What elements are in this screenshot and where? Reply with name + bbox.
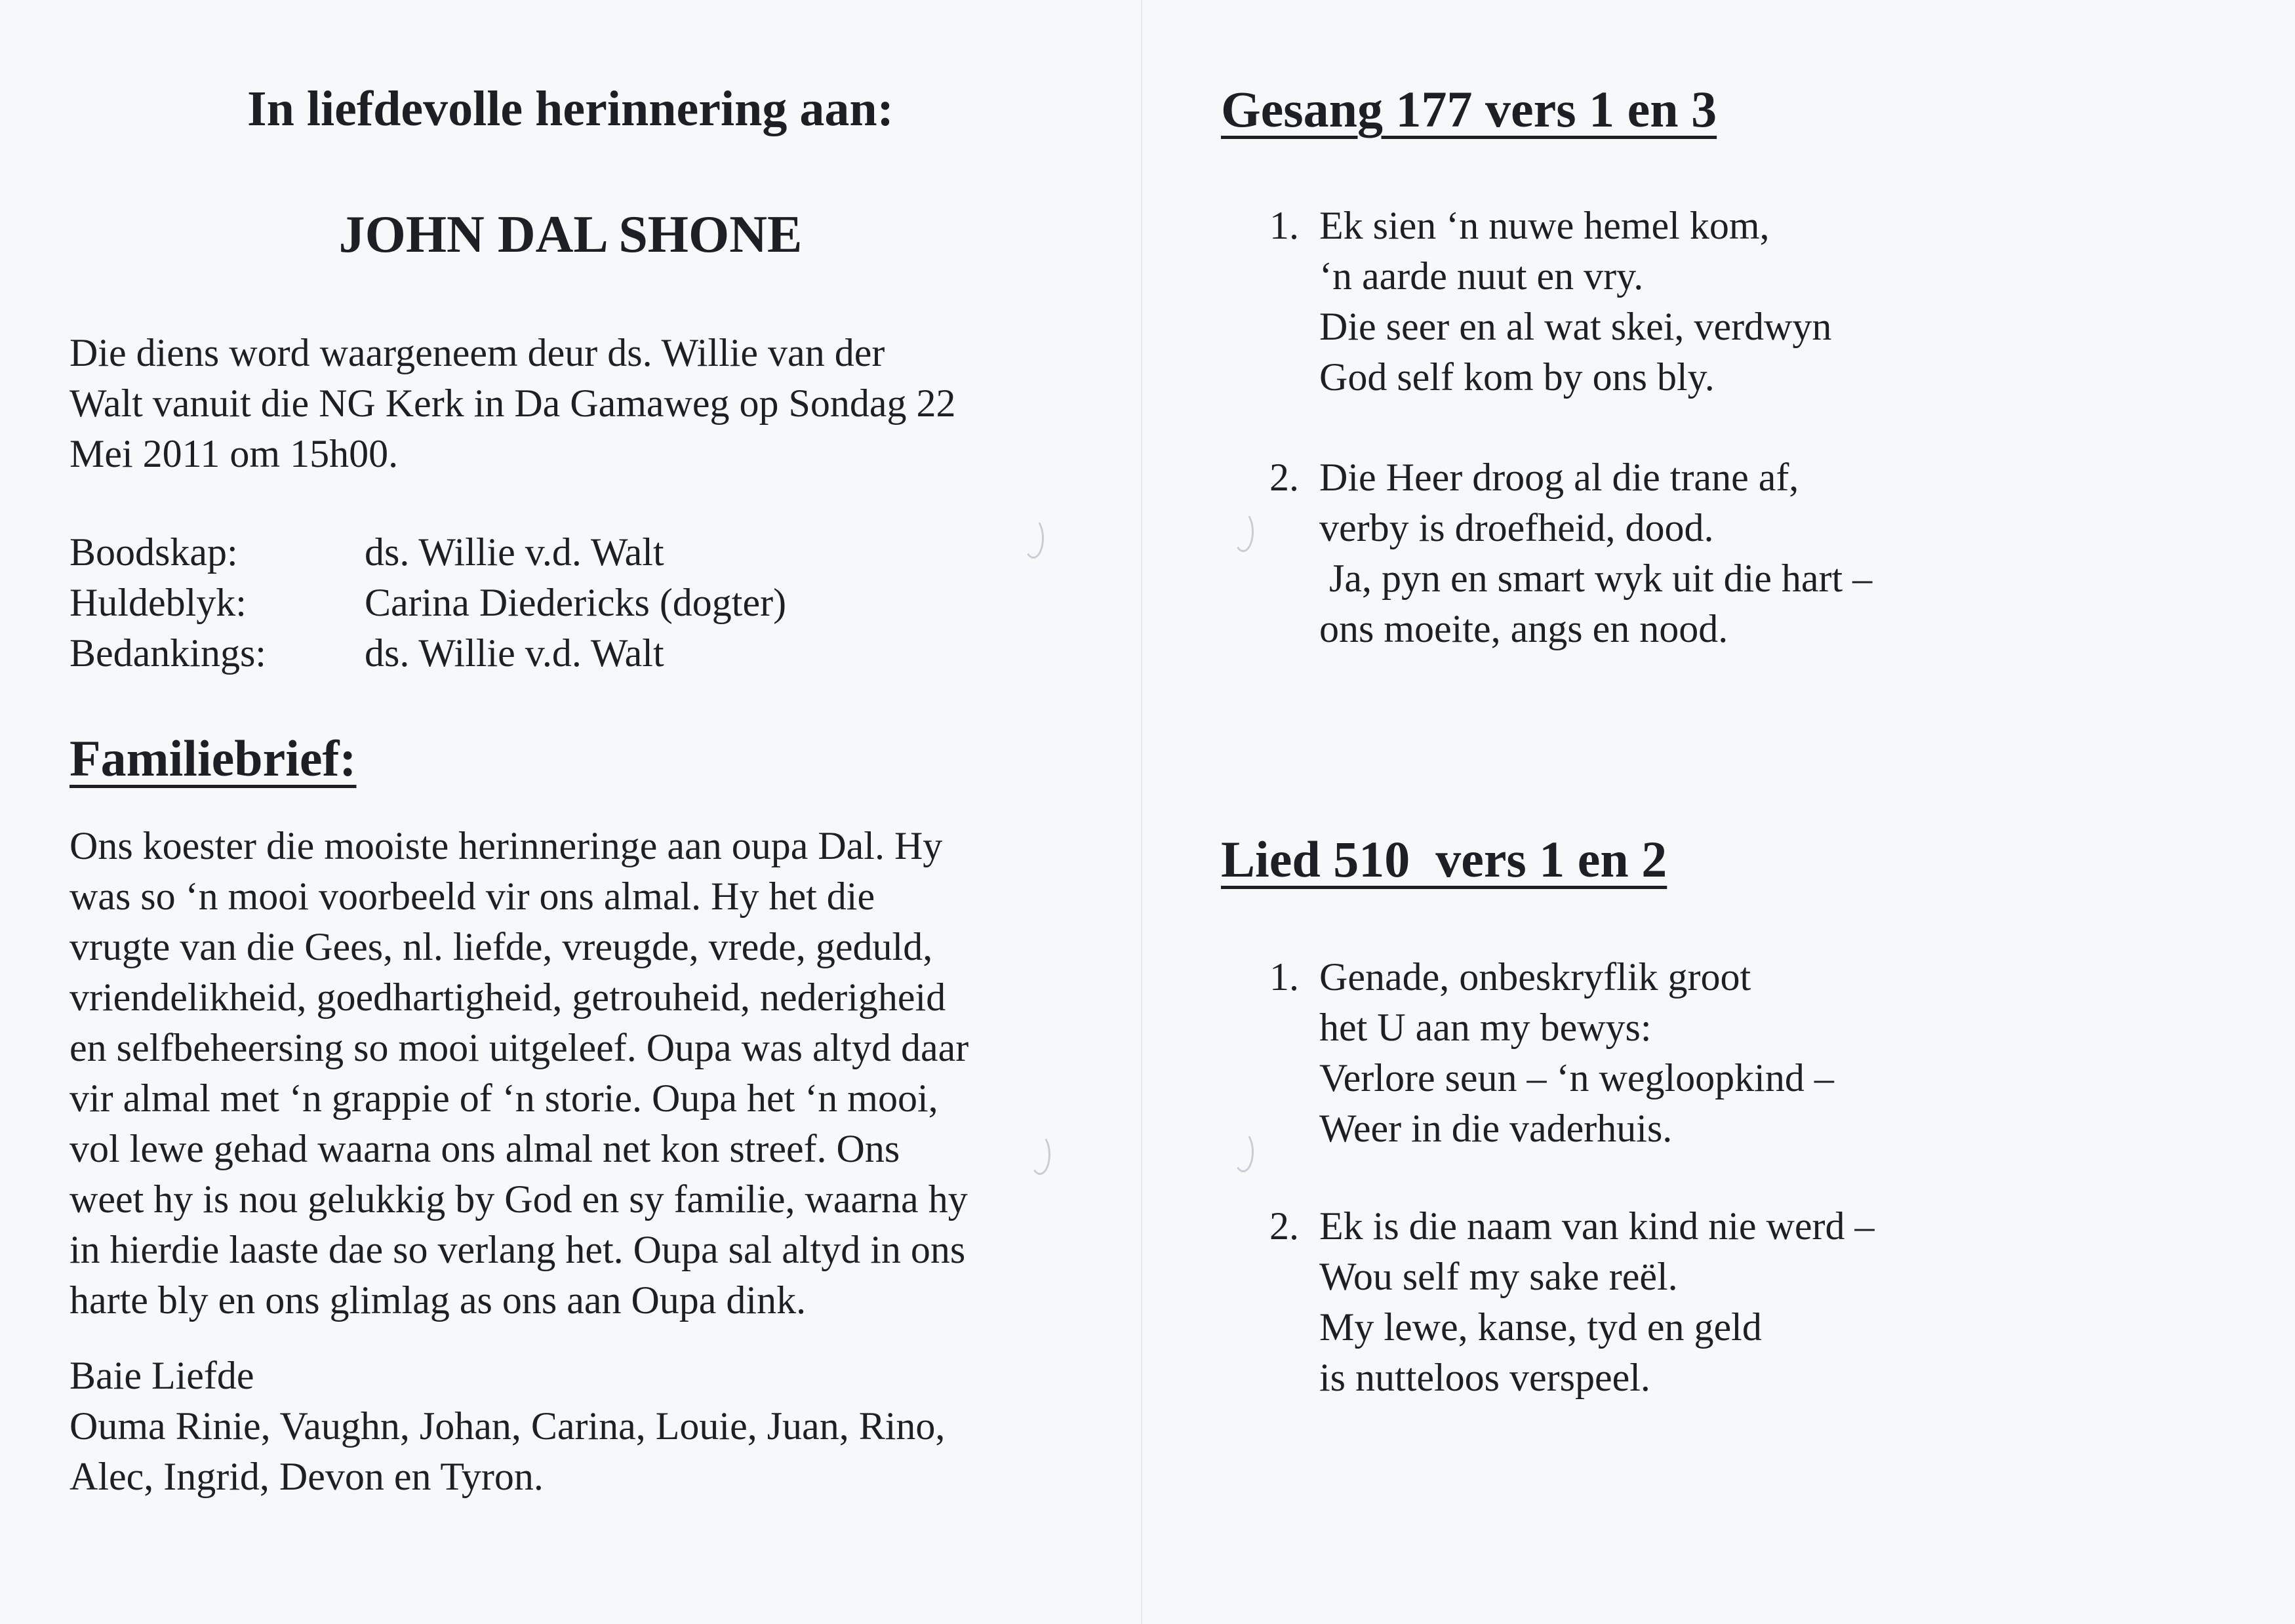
letter-line: en selfbeheersing so mooi uitgeleef. Oupa was altyd daar [70, 1026, 969, 1069]
right-page [1141, 0, 2295, 1624]
letter-line: vrugte van die Gees, nl. liefde, vreugde, vrede, geduld, [70, 925, 933, 968]
signatory-line: Alec, Ingrid, Devon en Tyron. [70, 1455, 544, 1498]
verse-line: Die seer en al wat skei, verdwyn [1319, 305, 1832, 348]
verse-line: Ek sien ‘n nuwe hemel kom, [1319, 204, 1770, 247]
verse-number: 1. [1269, 204, 1299, 247]
letter-line: vriendelikheid, goedhartigheid, getrouheid, nederigheid [70, 976, 946, 1019]
verse-line: is nutteloos verspeel. [1319, 1356, 1650, 1399]
punch-hole-mark [1029, 1134, 1050, 1175]
letter-line: vir almal met ‘n grappie of ‘n storie. Oupa het ‘n mooi, [70, 1077, 938, 1120]
verse-line: ons moeite, angs en nood. [1319, 607, 1728, 650]
lied-510-heading [1221, 831, 1667, 888]
letter-line: harte bly en ons glimlag as ons aan Oupa dink. [70, 1278, 807, 1322]
program-label: Bedankings: [70, 631, 266, 675]
program-list [70, 527, 922, 679]
service-line: Die diens word waargeneem deur ds. Willie van der [70, 331, 885, 374]
letter-line: was so ‘n mooi voorbeeld vir ons almal. Hy het die [70, 875, 875, 918]
verse-line: Verlore seun – ‘n wegloopkind – [1319, 1056, 1834, 1099]
verse-line: My lewe, kanse, tyd en geld [1319, 1305, 1762, 1349]
punch-hole-mark [1233, 1132, 1254, 1172]
program-row [70, 628, 922, 679]
closing-text: Baie Liefde [70, 1354, 254, 1397]
verse-line: ‘n aarde nuut en vry. [1319, 254, 1644, 298]
punch-hole-mark [1023, 518, 1044, 559]
family-letter-heading: Familiebrief: [70, 730, 357, 787]
verse-line: Weer in die vaderhuis. [1319, 1107, 1673, 1150]
service-line: Walt vanuit die NG Kerk in Da Gamaweg op Sondag 22 [70, 382, 956, 425]
verse-line: Genade, onbeskryflik groot [1319, 955, 1751, 999]
signatory-line: Ouma Rinie, Vaughn, Johan, Carina, Louie, Juan, Rino, [70, 1404, 946, 1448]
deceased-name: JOHN DAL SHONE [338, 206, 803, 264]
family-letter [70, 821, 968, 1326]
verse-number: 2. [1269, 1204, 1299, 1248]
verse-line: Ja, pyn en smart wyk uit die hart – [1319, 557, 1873, 600]
program-value: ds. Willie v.d. Walt [365, 530, 664, 574]
program-row [70, 578, 922, 628]
program-label: Boodskap: [70, 530, 238, 574]
letter-line: in hierdie laaste dae so verlang het. Oupa sal altyd in ons [70, 1228, 966, 1271]
program-value: Carina Diedericks (dogter) [365, 581, 787, 624]
lied-510-heading-text: Lied 510 vers 1 en 2 [1221, 831, 1667, 888]
service-details [70, 328, 956, 479]
verse-line: Ek is die naam van kind nie werd – [1319, 1204, 1875, 1248]
letter-line: Ons koester die mooiste herinneringe aan oupa Dal. Hy [70, 824, 943, 867]
left-page [0, 0, 1141, 1624]
punch-hole-mark [1233, 511, 1254, 552]
verse-line: het U aan my bewys: [1319, 1006, 1652, 1049]
verse-line: Die Heer droog al die trane af, [1319, 456, 1799, 499]
program-label: Huldeblyk: [70, 581, 247, 624]
closing-block [70, 1351, 945, 1502]
letter-line: vol lewe gehad waarna ons almal net kon streef. Ons [70, 1127, 900, 1170]
verse-line: Wou self my sake reël. [1319, 1255, 1678, 1298]
service-line: Mei 2011 om 15h00. [70, 432, 399, 475]
verse-number: 1. [1269, 955, 1299, 999]
program-value: ds. Willie v.d. Walt [365, 631, 664, 675]
hymn-177-heading: Gesang 177 vers 1 en 3 [1221, 81, 1717, 138]
memorial-title: In liefdevolle herinnering aan: [247, 81, 894, 136]
letter-line: weet hy is nou gelukkig by God en sy familie, waarna hy [70, 1178, 968, 1221]
verse-line: God self kom by ons bly. [1319, 355, 1715, 399]
program-row [70, 527, 922, 578]
verse-line: verby is droefheid, dood. [1319, 506, 1714, 549]
verse-number: 2. [1269, 456, 1299, 499]
